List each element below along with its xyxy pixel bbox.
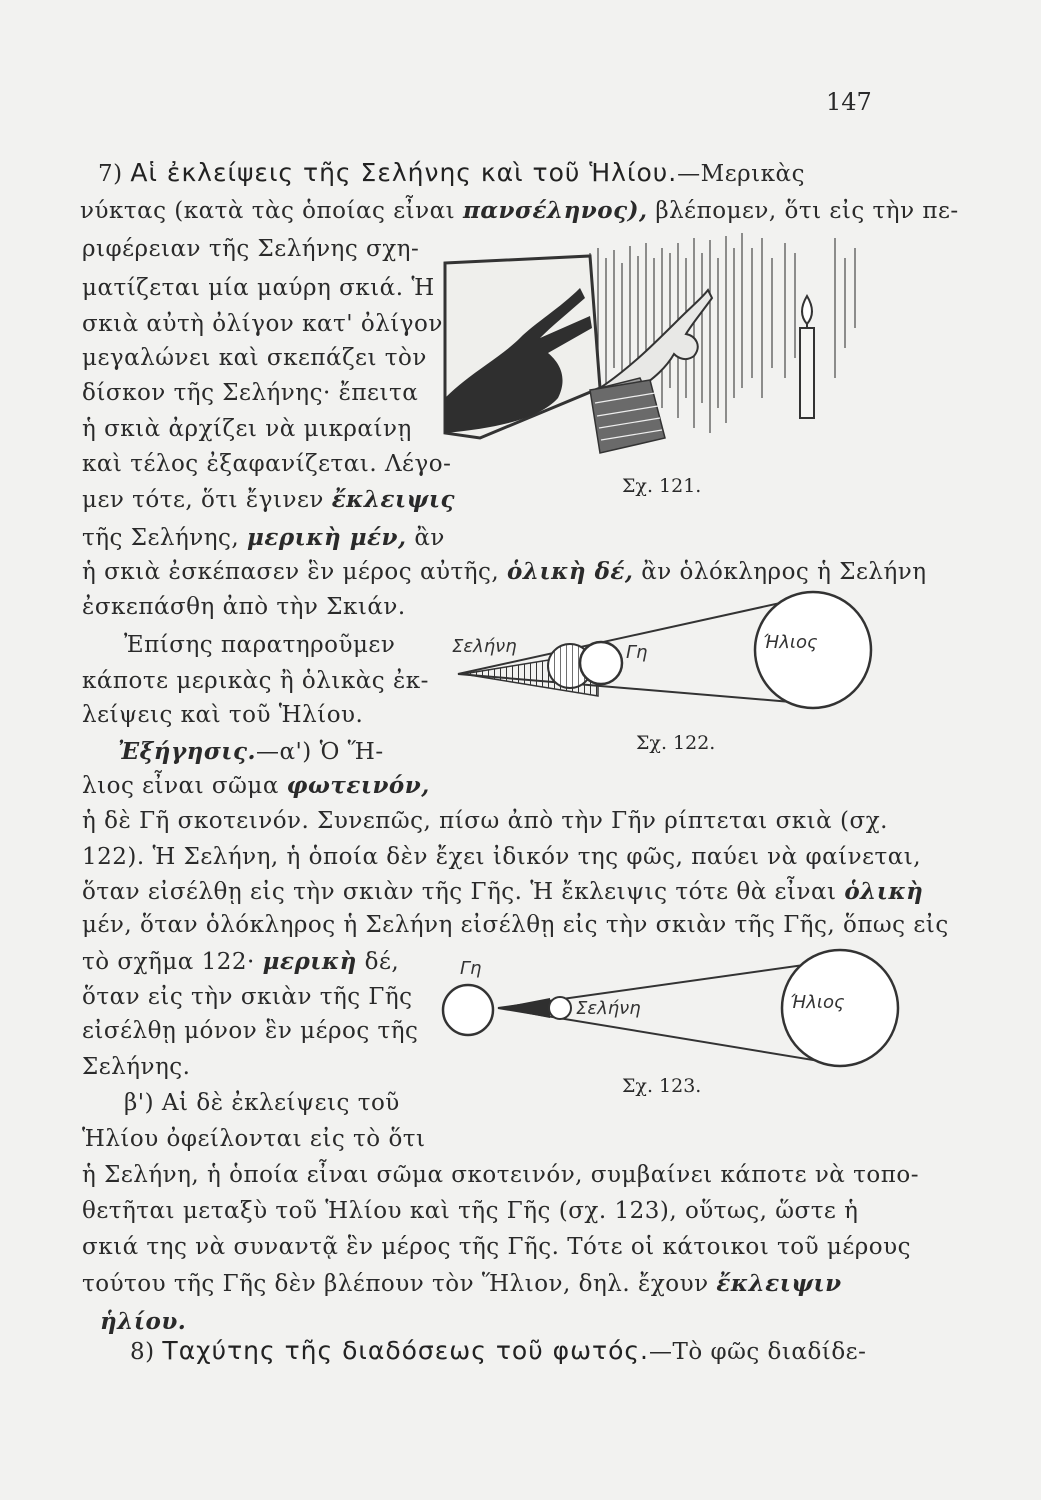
emphasis-text: μερικὴ μέν, — [247, 524, 407, 551]
text-line — [82, 1270, 842, 1297]
text-line: κάποτε μερικὰς ἢ ὁλικὰς ἐκ- — [82, 668, 429, 694]
text-line — [82, 948, 399, 975]
text-span: ἂν ὁλόκληρος ἡ Σελήνη — [641, 559, 927, 585]
text-line: ἐσκεπάσθη ἀπὸ τὴν Σκιάν. — [82, 594, 406, 620]
emphasis-text: ὁλικὴ — [844, 878, 924, 905]
text-line — [82, 486, 455, 513]
text-line: λείψεις καὶ τοῦ Ἡλίου. — [82, 702, 364, 728]
text-line — [82, 558, 927, 585]
sun-label: Ήλιος — [763, 632, 818, 653]
text-line — [82, 772, 430, 799]
figure-121-caption: Σχ. 121. — [622, 475, 702, 497]
text-line — [118, 738, 384, 765]
text-line: ματίζεται μία μαύρη σκιά. Ἡ — [82, 275, 435, 301]
text-line: ἡλίου. — [100, 1308, 187, 1335]
section-7-heading-line — [98, 158, 805, 187]
text-span: ἡ σκιὰ ἐσκέπασεν ἓν μέρος αὐτῆς, — [82, 559, 500, 585]
emphasis-text: πανσέληνος), — [463, 197, 648, 224]
section-heading: Ταχύτης τῆς διαδόσεως τοῦ φωτός. — [162, 1336, 649, 1365]
text-span: βλέπομεν, ὅτι εἰς τὴν πε- — [655, 198, 959, 224]
emphasis-text: Ἐξήγησις. — [118, 738, 256, 765]
emphasis-text: ἔκλειψιν — [716, 1270, 842, 1297]
figure-121-hand-shadow — [440, 228, 870, 468]
text-line: ὅταν εἰς τὴν σκιὰν τῆς Γῆς — [82, 984, 413, 1010]
text-line: β') Αἱ δὲ ἐκλείψεις τοῦ — [124, 1090, 400, 1116]
text-line: 122). Ἡ Σελήνη, ἡ ὁποία δὲν ἔχει ἰδικόν της φῶς, παύει νὰ φαίνεται, — [82, 844, 922, 870]
heading-continuation: —Τὸ φῶς διαδίδε- — [649, 1339, 867, 1365]
section-number: 8) — [130, 1339, 155, 1365]
earth-label: Γη — [626, 642, 648, 663]
text-line: δίσκον τῆς Σελήνης· ἔπειτα — [82, 380, 419, 406]
emphasis-text: μερικὴ — [262, 948, 357, 975]
text-line: Σελήνης. — [82, 1054, 191, 1080]
text-line — [82, 524, 445, 551]
text-span: —α') Ὁ Ἥ- — [255, 739, 384, 765]
text-span: ἂν — [414, 525, 445, 551]
figure-123-caption: Σχ. 123. — [622, 1075, 702, 1097]
text-line: μέν, ὅταν ὁλόκληρος ἡ Σελήνη εἰσέλθῃ εἰς τὴν σκιὰν τῆς Γῆς, ὅπως εἰς — [82, 912, 949, 938]
emphasis-text: ἔκλειψις — [331, 486, 455, 513]
text-line: καὶ τέλος ἐξαφανίζεται. Λέγο- — [82, 451, 452, 477]
text-line: σκιά της νὰ συναντᾷ ἓν μέρος τῆς Γῆς. Τότε οἱ κάτοικοι τοῦ μέρους — [82, 1234, 912, 1260]
text-span: τὸ σχῆμα 122· — [82, 949, 255, 975]
text-line: θετῆται μεταξὺ τοῦ Ἡλίου καὶ τῆς Γῆς (σχ. 123), οὕτως, ὥστε ἡ — [82, 1198, 859, 1224]
text-span: δέ, — [364, 949, 400, 975]
sun-label: Ήλιος — [790, 992, 845, 1013]
text-span: λιος εἶναι σῶμα — [82, 773, 279, 799]
text-line: εἰσέλθῃ μόνον ἓν μέρος τῆς — [82, 1018, 419, 1044]
section-heading: Αἱ ἐκλείψεις τῆς Σελήνης καὶ τοῦ Ἡλίου. — [130, 158, 678, 187]
emphasis-text: φωτεινόν, — [286, 772, 430, 799]
section-8-heading-line — [130, 1336, 866, 1365]
earth-label: Γη — [460, 958, 482, 979]
text-span: μεν τότε, ὅτι ἔγινεν — [82, 487, 324, 513]
figure-122-caption: Σχ. 122. — [636, 732, 716, 754]
heading-continuation: —Μερικὰς — [677, 161, 805, 187]
page-number: 147 — [826, 88, 872, 116]
figure-122-lunar-eclipse — [452, 588, 888, 718]
text-line: ἡ δὲ Γῆ σκοτεινόν. Συνεπῶς, πίσω ἀπὸ τὴν Γῆν ρίπτεται σκιὰ (σχ. — [82, 808, 888, 834]
moon-label: Σελήνη — [576, 998, 641, 1019]
text-line: ἡ σκιὰ ἀρχίζει νὰ μικραίνῃ — [82, 416, 412, 442]
text-line: Ἐπίσης παρατηροῦμεν — [124, 632, 396, 658]
text-span: τῆς Σελήνης, — [82, 525, 240, 551]
text-line: ἡ Σελήνη, ἡ ὁποία εἶναι σῶμα σκοτεινόν, συμβαίνει κάποτε νὰ τοπο- — [82, 1162, 919, 1188]
text-span: ὅταν εἰσέλθῃ εἰς τὴν σκιὰν τῆς Γῆς. Ἡ ἔκλειψις τότε θὰ εἶναι — [82, 879, 837, 905]
figure-123-solar-eclipse — [440, 952, 910, 1072]
text-line: μεγαλώνει καὶ σκεπάζει τὸν — [82, 345, 427, 371]
section-number: 7) — [98, 161, 123, 187]
text-line — [80, 197, 959, 224]
text-line: Ἡλίου ὀφείλονται εἰς τὸ ὅτι — [82, 1126, 426, 1152]
text-line — [82, 878, 923, 905]
text-span: τούτου τῆς Γῆς δὲν βλέπουν τὸν Ἥλιον, δηλ. ἔχουν — [82, 1271, 709, 1297]
emphasis-text: ὁλικὴ δέ, — [507, 558, 634, 585]
text-line: σκιὰ αὐτὴ ὀλίγον κατ' ὀλίγον — [82, 311, 443, 337]
moon-label: Σελήνη — [452, 636, 517, 657]
text-span: νύκτας (κατὰ τὰς ὁποίας εἶναι — [80, 198, 456, 224]
text-line: ριφέρειαν τῆς Σελήνης σχη- — [82, 236, 420, 262]
